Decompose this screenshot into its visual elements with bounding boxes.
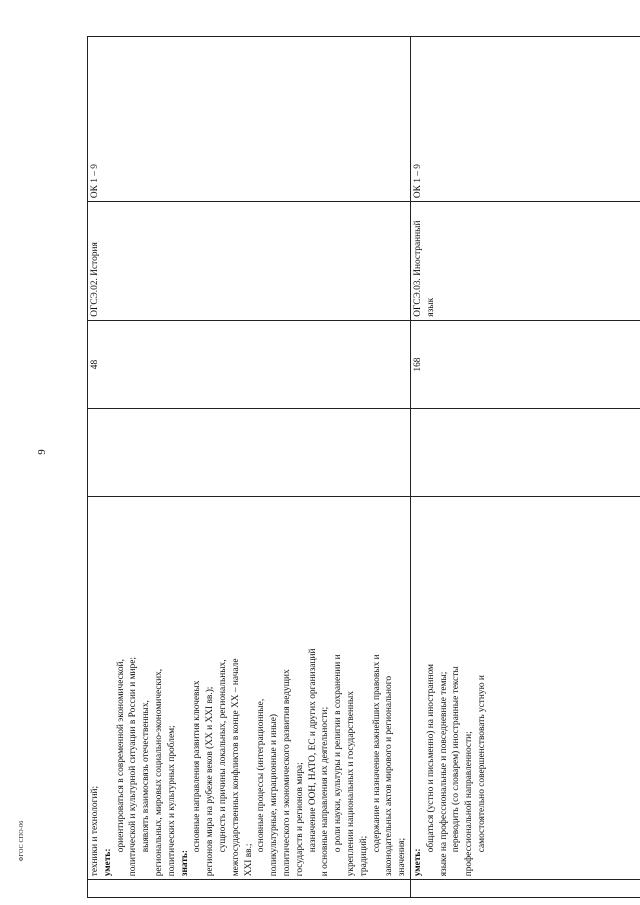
content-line: о роли науки, культуры и религии в сохранении и	[333, 654, 344, 853]
curriculum-table	[87, 36, 640, 898]
content-line: XXI вв.;	[243, 843, 254, 877]
content-line: традиций;	[358, 835, 369, 877]
content-line: выявлять взаимосвязь отечественных,	[141, 700, 152, 853]
content-line: государств и регионов мира;	[294, 762, 305, 877]
content-line: самостоятельно совершенствовать устную и	[476, 675, 487, 853]
content-line: основные направления развития ключевых	[192, 680, 203, 853]
max-load-cell	[88, 409, 411, 497]
discipline-cell: ОГСЭ.02. История	[88, 202, 411, 321]
index-cell	[88, 880, 411, 898]
content-line: и основные направления их деятельности;	[320, 706, 331, 877]
footer-code: ФГОС СПО-06	[19, 820, 25, 862]
competencies-cell: ОК 1 – 9	[410, 37, 640, 202]
section-heading: уметь:	[102, 848, 113, 877]
content-line: содержание и назначение важнейших правовых и	[371, 654, 382, 853]
content-line: сущность и причины локальных, региональных,	[217, 659, 228, 853]
content-line: переводить (со словарем) иностранные тексты	[451, 666, 462, 853]
content-line: политического и экономического развития ведущих	[281, 669, 292, 877]
content-line: поликультурные, миграционные и иные)	[269, 714, 280, 877]
section-heading: уметь:	[412, 848, 423, 877]
section-heading: знать:	[179, 849, 190, 877]
page-number: 9	[36, 449, 48, 455]
discipline-cell: ОГСЭ.03. Иностранный язык	[410, 202, 640, 321]
content-line: техники и технологий;	[90, 785, 100, 877]
content-line: назначение ООН, НАТО, ЕС и других организаций	[307, 648, 318, 853]
hours-cell: 168	[410, 320, 640, 409]
content-line: значения;	[397, 837, 408, 877]
content-line: региональных, мировых социально-экономических,	[153, 668, 164, 877]
hours-cell: 48	[88, 320, 411, 409]
content-line: политических и культурных проблем;	[166, 725, 177, 877]
content-line: законодательных актов мирового и регионального	[384, 675, 395, 877]
index-cell	[410, 880, 640, 898]
content-line: основные процессы (интеграционные,	[256, 698, 267, 853]
content-cell	[88, 496, 411, 879]
competencies-cell: ОК 1 – 9	[88, 37, 411, 202]
content-line: языке на профессиональные и повседневные темы;	[438, 671, 449, 877]
content-line: политической и культурной ситуации в России и мире;	[128, 657, 139, 877]
content-line: общаться (устно и письменно) на иностранном	[425, 664, 436, 853]
table-row	[88, 37, 411, 898]
content-line: профессиональной направленности;	[464, 731, 475, 877]
content-line: регионов мира на рубеже веков (XX и XXI вв.);	[205, 686, 216, 877]
content-cell	[410, 496, 640, 879]
table-row	[410, 37, 640, 898]
curriculum-table-container	[87, 36, 609, 898]
content-line: укреплении национальных и государственных	[345, 691, 356, 877]
content-line: межгосударственных конфликтов в конце XX – начале	[230, 658, 241, 877]
max-load-cell	[410, 409, 640, 497]
content-line: ориентироваться в современной экономической,	[115, 659, 126, 853]
